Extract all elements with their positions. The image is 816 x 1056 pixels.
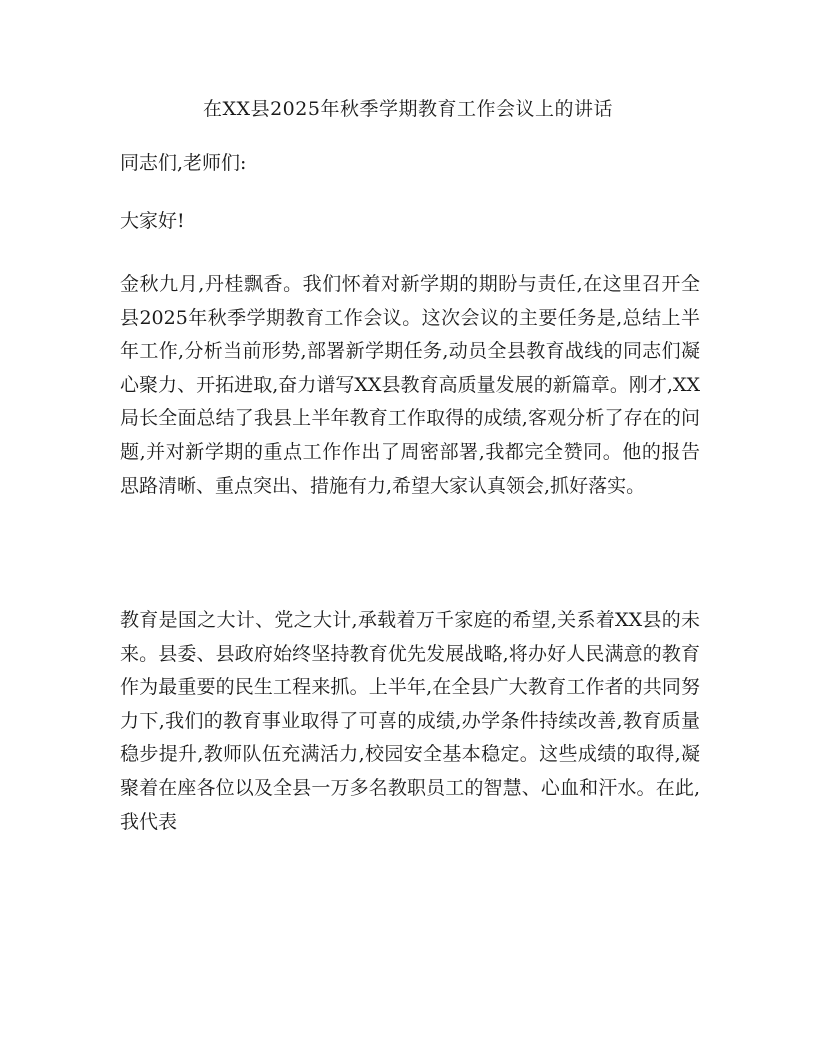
document-title: 在XX县2025年秋季学期教育工作会议上的讲话 xyxy=(203,98,613,120)
salutation: 同志们,老师们: xyxy=(120,152,247,174)
greeting: 大家好! xyxy=(120,210,185,232)
paragraph-opening: 金秋九月,丹桂飘香。我们怀着对新学期的期盼与责任,在这里召开全县2025年秋季学期教育工作会议。这次会议的主要任务是,总结上半年工作,分析当前形势,部署新学期任务,动员全县教育战线的同志们凝心聚力、开拓进取,奋力谱写XX县教育高质量发展的新篇章。刚才,XX局长全面总结了我县上半年教育工作取得的成绩,客观分析了存在的问题,并对新学期的重点工作作出了周密部署,我都完全赞同。他的报告思路清晰、重点突出、措施有力,希望大家认真领会,抓好落实。 xyxy=(120,273,700,497)
paragraph-achievements: 教育是国之大计、党之大计,承载着万千家庭的希望,关系着XX县的未来。县委、县政府始终坚持教育优先发展战略,将办好人民满意的教育作为最重要的民生工程来抓。上半年,在全县广大教育工作者的共同努力下,我们的教育事业取得了可喜的成绩,办学条件持续改善,教育质量稳步提升,教师队伍充满活力,校园安全基本稳定。这些成绩的取得,凝聚着在座各位以及全县一万多名教职员工的智慧、心血和汗水。在此,我代表 xyxy=(120,609,700,833)
